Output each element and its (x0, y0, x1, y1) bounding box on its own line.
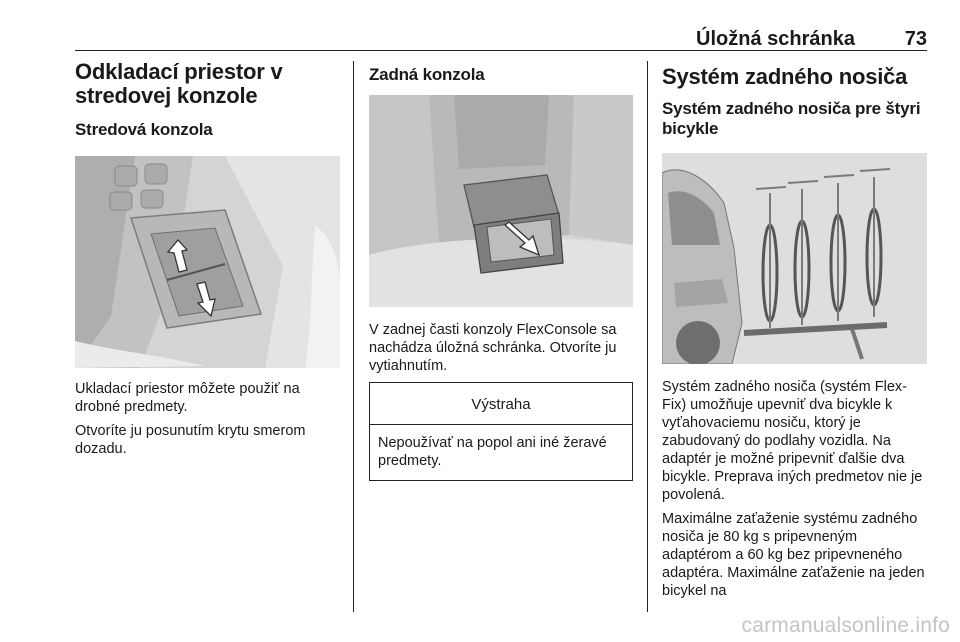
paragraph-carrier-description: Systém zadného nosiča (systém Flex-Fix) umožňuje upevniť dva bicykle k vyťahovaciemu nosiču, ktorý je zabudovaný do podlahy vozidla. Na adaptér je možné pripevniť ďalšie dva bicykle. Preprava iných predmetov nie je povolená. (662, 379, 923, 503)
column-divider-right (647, 61, 648, 612)
watermark: carmanualsonline.info (741, 614, 950, 637)
center-console-illustration (75, 156, 340, 368)
paragraph-carrier-load: Maximálne zaťaženie systému zadného nosiča je 80 kg s pripevneným adaptérom a 60 kg bez pripevneného adaptéra. Maximálne zaťaženie na jeden bicykel na (662, 511, 925, 599)
column-rear-carrier (662, 60, 927, 600)
column-center-console (75, 60, 340, 458)
column-rear-console (369, 60, 633, 481)
warning-box (369, 382, 633, 481)
page-number: 73 (904, 28, 927, 50)
section-heading-console-storage: Odkladací priestor v stredovej konzole (75, 59, 283, 108)
paragraph-rear-console: V zadnej časti konzoly FlexConsole sa nachádza úložná schránka. Otvoríte ju vytiahnutím. (369, 322, 617, 374)
column-divider-left (353, 61, 354, 612)
four-bike-carrier-illustration (662, 153, 927, 364)
subheading-four-bikes: Systém zadného nosiča pre štyri bicykle (662, 99, 921, 138)
subheading-center-console: Stredová konzola (75, 120, 213, 139)
paragraph-console-open: Otvoríte ju posunutím krytu smerom dozadu. (75, 423, 306, 457)
section-heading-rear-carrier: Systém zadného nosiča (662, 64, 908, 89)
header-title: Úložná schránka (696, 28, 855, 50)
warning-text: Nepoužívať na popol ani iné žeravé predmety. (378, 435, 607, 469)
warning-title: Výstraha (370, 383, 632, 425)
paragraph-console-usage: Ukladací priestor môžete použiť na drobné predmety. (75, 381, 300, 415)
rear-console-illustration (369, 95, 633, 307)
header-rule (75, 50, 927, 51)
subheading-rear-console: Zadná konzola (369, 65, 485, 84)
